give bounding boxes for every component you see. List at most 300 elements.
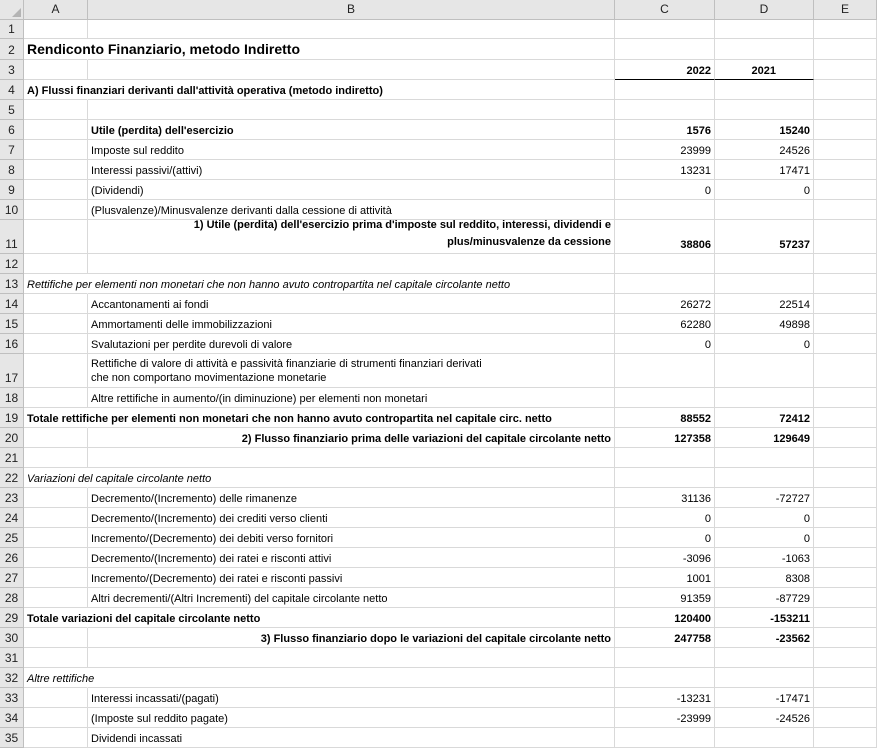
cell[interactable]: [24, 314, 88, 334]
value-2021: 0: [803, 533, 810, 545]
cell[interactable]: [24, 508, 88, 528]
row-11: [0, 220, 877, 254]
cell[interactable]: [715, 274, 814, 294]
cell[interactable]: [814, 274, 877, 294]
value-2022: 26272: [680, 299, 711, 311]
cell[interactable]: [814, 648, 877, 668]
row-16: [0, 334, 877, 354]
cell[interactable]: [814, 20, 877, 39]
cell[interactable]: [814, 528, 877, 548]
cell[interactable]: [615, 274, 715, 294]
cell[interactable]: [814, 200, 877, 220]
row-30: [0, 628, 877, 648]
value-2022: 120400: [674, 613, 711, 625]
cell[interactable]: [615, 568, 715, 588]
row-label: Incremento/(Decremento) dei ratei e risconti passivi: [91, 573, 343, 585]
row-label: Altri decrementi/(Altri Incrementi) del capitale circolante netto: [91, 593, 388, 605]
cell[interactable]: [24, 688, 88, 708]
row-label: Interessi passivi/(attivi): [91, 165, 203, 177]
cell[interactable]: [24, 220, 88, 254]
cell[interactable]: [615, 488, 715, 508]
row-14: [0, 294, 877, 314]
cell[interactable]: [615, 468, 715, 488]
cell[interactable]: [24, 608, 261, 628]
row-header[interactable]: 6: [0, 120, 24, 140]
cell[interactable]: [715, 334, 814, 354]
value-2022: 88552: [680, 413, 711, 425]
cell[interactable]: [615, 508, 715, 528]
cell[interactable]: [615, 334, 715, 354]
cell[interactable]: [715, 408, 814, 428]
subtotal-1-line-1: 1) Utile (perdita) dell'esercizio prima d'imposte sul reddito, interessi, dividendi e: [193, 219, 611, 231]
value-2021: -87729: [775, 593, 810, 605]
cell[interactable]: [814, 668, 877, 688]
total-label: Totale rettifiche per elementi non monetari che non hanno avuto contropartita nel capitale circ. netto: [27, 413, 552, 425]
cell[interactable]: [24, 294, 88, 314]
value-2021: 57237: [779, 239, 810, 251]
cell[interactable]: [715, 548, 814, 568]
section-heading: Variazioni del capitale circolante netto: [27, 473, 212, 485]
cell[interactable]: [814, 294, 877, 314]
value-2021: -1063: [781, 553, 810, 565]
cell[interactable]: [24, 548, 88, 568]
cell[interactable]: [814, 160, 877, 180]
cell[interactable]: [615, 448, 715, 468]
cell[interactable]: [814, 180, 877, 200]
row-8: [0, 160, 877, 180]
row-header[interactable]: 4: [0, 80, 24, 100]
subtotal-1-line-2: plus/minusvalenze da cessione: [447, 236, 611, 248]
cell[interactable]: [24, 200, 88, 220]
row-34: [0, 708, 877, 728]
cell[interactable]: [814, 688, 877, 708]
cell[interactable]: [24, 334, 88, 354]
row-3: [0, 60, 877, 80]
value-2022: -3096: [682, 553, 711, 565]
row-label: Imposte sul reddito: [91, 145, 184, 157]
row-label-line-1: Rettifiche di valore di attività e passività finanziarie di strumenti finanziari derivati: [91, 358, 482, 370]
row-header[interactable]: 35: [0, 728, 24, 748]
cell[interactable]: [88, 60, 615, 80]
cell[interactable]: [88, 254, 615, 274]
column-header-b[interactable]: B: [88, 0, 615, 20]
row-header[interactable]: 11: [0, 220, 24, 254]
value-2021: -24526: [775, 713, 810, 725]
row-31: [0, 648, 877, 668]
cell[interactable]: [24, 408, 552, 428]
cell[interactable]: [814, 708, 877, 728]
year-2021-header: 2021: [751, 65, 776, 77]
value-2022: 1001: [686, 573, 711, 585]
cell[interactable]: [88, 728, 615, 748]
cell[interactable]: [88, 688, 615, 708]
cell[interactable]: [715, 160, 814, 180]
row-5: [0, 100, 877, 120]
cell[interactable]: [814, 428, 877, 448]
row-label: Svalutazioni per perdite durevoli di valore: [91, 339, 293, 351]
cell[interactable]: [88, 648, 615, 668]
cell[interactable]: [715, 488, 814, 508]
cell[interactable]: [715, 708, 814, 728]
value-2022: 1576: [686, 125, 711, 137]
value-2022: 0: [704, 513, 711, 525]
row-header[interactable]: 9: [0, 180, 24, 200]
row-label: (Imposte sul reddito pagate): [91, 713, 228, 725]
row-header[interactable]: 18: [0, 388, 24, 408]
section-heading: Rettifiche per elementi non monetari che non hanno avuto contropartita nel capitale circolante netto: [27, 279, 511, 291]
row-label: Accantonamenti ai fondi: [91, 299, 209, 311]
cell[interactable]: [814, 608, 877, 628]
row-header[interactable]: 21: [0, 448, 24, 468]
cell[interactable]: [88, 294, 615, 314]
cell[interactable]: [88, 140, 615, 160]
row-15: [0, 314, 877, 334]
cell[interactable]: [88, 428, 615, 448]
cell[interactable]: [715, 254, 814, 274]
row-22: [0, 468, 877, 488]
value-2021: 0: [803, 513, 810, 525]
row-26: [0, 548, 877, 568]
value-2021: -17471: [775, 693, 810, 705]
cell[interactable]: [715, 628, 814, 648]
cell[interactable]: [615, 220, 715, 254]
cell[interactable]: [814, 468, 877, 488]
value-2021: 0: [803, 185, 810, 197]
cell[interactable]: [715, 728, 814, 748]
row-header[interactable]: 29: [0, 608, 24, 628]
cell[interactable]: [814, 448, 877, 468]
value-2021: 0: [803, 339, 810, 351]
cell[interactable]: [715, 388, 814, 408]
cell[interactable]: [615, 588, 715, 608]
cell[interactable]: [715, 140, 814, 160]
cell[interactable]: [814, 80, 877, 100]
cell[interactable]: [615, 668, 715, 688]
year-2022-header: 2022: [686, 65, 711, 77]
section-a-heading: A) Flussi finanziari derivanti dall'attività operativa (metodo indiretto): [27, 85, 383, 97]
cell[interactable]: [24, 648, 88, 668]
cell[interactable]: [715, 448, 814, 468]
value-2021: -72727: [775, 493, 810, 505]
cell[interactable]: [814, 140, 877, 160]
cell[interactable]: [715, 220, 814, 254]
cell[interactable]: [88, 354, 615, 388]
cell[interactable]: [814, 548, 877, 568]
row-13: [0, 274, 877, 294]
cell[interactable]: [615, 388, 715, 408]
row-24: [0, 508, 877, 528]
cell[interactable]: [24, 120, 88, 140]
total-label: Totale variazioni del capitale circolante netto: [27, 613, 261, 625]
value-2022: 127358: [674, 433, 711, 445]
row-header[interactable]: 3: [0, 60, 24, 80]
cell[interactable]: [814, 568, 877, 588]
cell[interactable]: [715, 668, 814, 688]
cell[interactable]: [88, 160, 615, 180]
subtotal-3-label: 3) Flusso finanziario dopo le variazioni del capitale circolante netto: [260, 633, 611, 645]
cell[interactable]: [24, 80, 383, 100]
cell[interactable]: [24, 180, 88, 200]
cell[interactable]: [814, 314, 877, 334]
cell[interactable]: [88, 314, 615, 334]
row-header[interactable]: 10: [0, 200, 24, 220]
cell[interactable]: [24, 428, 88, 448]
value-2022: 247758: [674, 633, 711, 645]
row-header[interactable]: 24: [0, 508, 24, 528]
row-label: Decremento/(Incremento) dei crediti verso clienti: [91, 513, 328, 525]
row-header[interactable]: 17: [0, 354, 24, 388]
cell[interactable]: [24, 528, 88, 548]
cell[interactable]: [615, 314, 715, 334]
cell[interactable]: [715, 200, 814, 220]
value-2021: 49898: [779, 319, 810, 331]
row-header[interactable]: 31: [0, 648, 24, 668]
cell[interactable]: [615, 200, 715, 220]
row-header[interactable]: 15: [0, 314, 24, 334]
value-2021: -23562: [775, 633, 810, 645]
value-2022: 38806: [680, 239, 711, 251]
cell[interactable]: [814, 728, 877, 748]
cell[interactable]: [814, 388, 877, 408]
cell[interactable]: [88, 100, 615, 120]
row-label: Altre rettifiche in aumento/(in diminuzione) per elementi non monetari: [91, 393, 428, 405]
cell[interactable]: [24, 728, 88, 748]
row-header[interactable]: 23: [0, 488, 24, 508]
cell[interactable]: [715, 508, 814, 528]
cell[interactable]: [88, 708, 615, 728]
cell[interactable]: [715, 428, 814, 448]
column-header-c[interactable]: C: [615, 0, 715, 20]
row-20: [0, 428, 877, 448]
cell[interactable]: [615, 140, 715, 160]
row-header[interactable]: 25: [0, 528, 24, 548]
cell[interactable]: [615, 628, 715, 648]
cell[interactable]: [715, 80, 814, 100]
cell[interactable]: [715, 20, 814, 39]
row-header[interactable]: 33: [0, 688, 24, 708]
cell[interactable]: [88, 120, 615, 140]
row-label: [91, 357, 482, 385]
cell[interactable]: [24, 568, 88, 588]
row-header[interactable]: 28: [0, 588, 24, 608]
cell[interactable]: [814, 354, 877, 388]
cell[interactable]: [24, 274, 511, 294]
row-header[interactable]: 22: [0, 468, 24, 488]
cell[interactable]: [615, 548, 715, 568]
value-2022: 0: [704, 533, 711, 545]
cell[interactable]: [715, 60, 814, 80]
value-2021: -153211: [770, 613, 810, 625]
row-header[interactable]: 26: [0, 548, 24, 568]
cell[interactable]: [24, 20, 88, 39]
cell[interactable]: [88, 20, 615, 39]
row-17: [0, 354, 877, 388]
row-header[interactable]: 16: [0, 334, 24, 354]
cell[interactable]: [615, 180, 715, 200]
cell[interactable]: [715, 568, 814, 588]
cell[interactable]: [88, 220, 615, 254]
cell[interactable]: [615, 60, 715, 80]
row-header[interactable]: 1: [0, 20, 24, 39]
cell-grid: [0, 20, 877, 748]
row-header[interactable]: 20: [0, 428, 24, 448]
column-header-bar: [0, 0, 877, 20]
cell[interactable]: [814, 508, 877, 528]
cell[interactable]: [814, 254, 877, 274]
cell[interactable]: [615, 80, 715, 100]
column-header-d[interactable]: D: [715, 0, 814, 20]
cell[interactable]: [24, 354, 88, 388]
cell[interactable]: [814, 334, 877, 354]
cell[interactable]: [615, 100, 715, 120]
row-35: [0, 728, 877, 748]
cell[interactable]: [615, 528, 715, 548]
row-27: [0, 568, 877, 588]
cell[interactable]: [615, 688, 715, 708]
row-7: [0, 140, 877, 160]
cell[interactable]: [715, 120, 814, 140]
cell[interactable]: [615, 354, 715, 388]
row-2: [0, 39, 877, 60]
row-19: [0, 408, 877, 428]
cell[interactable]: [88, 628, 615, 648]
cell[interactable]: [615, 608, 715, 628]
cell[interactable]: [88, 588, 615, 608]
row-header[interactable]: 14: [0, 294, 24, 314]
subtotal-2-label: 2) Flusso finanziario prima delle variazioni del capitale circolante netto: [241, 433, 611, 445]
cell[interactable]: [715, 608, 814, 628]
value-2021: 72412: [779, 413, 810, 425]
cell[interactable]: [88, 548, 615, 568]
row-header[interactable]: 32: [0, 668, 24, 688]
value-2021: 24526: [779, 145, 810, 157]
cell[interactable]: [715, 648, 814, 668]
row-9: [0, 180, 877, 200]
row-header[interactable]: 8: [0, 160, 24, 180]
row-label: Interessi incassati/(pagati): [91, 693, 219, 705]
value-2021: 15240: [779, 125, 810, 137]
cell[interactable]: [615, 160, 715, 180]
cell[interactable]: [24, 39, 300, 60]
cell[interactable]: [88, 334, 615, 354]
cell[interactable]: [715, 314, 814, 334]
cell[interactable]: [615, 728, 715, 748]
cell[interactable]: [814, 488, 877, 508]
cell[interactable]: [88, 180, 615, 200]
row-header[interactable]: 27: [0, 568, 24, 588]
section-heading: Altre rettifiche: [27, 673, 95, 685]
row-header[interactable]: 2: [0, 39, 24, 60]
cell[interactable]: [24, 488, 88, 508]
column-header-e[interactable]: E: [814, 0, 877, 20]
cell[interactable]: [24, 254, 88, 274]
cell[interactable]: [24, 588, 88, 608]
cell[interactable]: [88, 488, 615, 508]
cell[interactable]: [715, 39, 814, 60]
cell[interactable]: [24, 708, 88, 728]
cell[interactable]: [715, 468, 814, 488]
cell[interactable]: [615, 428, 715, 448]
value-2022: -23999: [676, 713, 711, 725]
cell[interactable]: [24, 628, 88, 648]
value-2022: 62280: [680, 319, 711, 331]
cell[interactable]: [615, 648, 715, 668]
cell[interactable]: [88, 448, 615, 468]
select-all-button[interactable]: [0, 0, 24, 20]
cell[interactable]: [814, 220, 877, 254]
value-2022: 0: [704, 185, 711, 197]
cell[interactable]: [88, 528, 615, 548]
cell[interactable]: [24, 140, 88, 160]
cell[interactable]: [715, 588, 814, 608]
row-header[interactable]: 19: [0, 408, 24, 428]
cell[interactable]: [24, 100, 88, 120]
cell[interactable]: [715, 528, 814, 548]
cell[interactable]: [615, 39, 715, 60]
cell[interactable]: [88, 388, 615, 408]
cell[interactable]: [814, 588, 877, 608]
cell[interactable]: [814, 39, 877, 60]
cell[interactable]: [814, 408, 877, 428]
cell[interactable]: [88, 568, 615, 588]
row-header[interactable]: 5: [0, 100, 24, 120]
value-2022: -13231: [676, 693, 711, 705]
cell[interactable]: [24, 668, 95, 688]
cell[interactable]: [715, 294, 814, 314]
cell[interactable]: [88, 668, 615, 688]
cell[interactable]: [615, 708, 715, 728]
row-label: Decremento/(Incremento) dei ratei e risconti attivi: [91, 553, 332, 565]
cell[interactable]: [715, 354, 814, 388]
cell[interactable]: [24, 448, 88, 468]
value-2021: 8308: [785, 573, 810, 585]
cell[interactable]: [615, 120, 715, 140]
row-header[interactable]: 7: [0, 140, 24, 160]
cell[interactable]: [615, 20, 715, 39]
row-28: [0, 588, 877, 608]
cell[interactable]: [88, 508, 615, 528]
cell[interactable]: [24, 468, 212, 488]
cell[interactable]: [715, 688, 814, 708]
cell[interactable]: [814, 60, 877, 80]
cell[interactable]: [615, 254, 715, 274]
row-label: Utile (perdita) dell'esercizio: [91, 125, 234, 137]
row-4: [0, 80, 877, 100]
row-header[interactable]: 30: [0, 628, 24, 648]
column-header-a[interactable]: A: [24, 0, 88, 20]
row-label-line-2: che non comportano movimentazione monetarie: [91, 372, 327, 384]
cell[interactable]: [24, 388, 88, 408]
row-header[interactable]: 12: [0, 254, 24, 274]
value-2022: 31136: [681, 493, 711, 505]
cell[interactable]: [814, 120, 877, 140]
cell[interactable]: [814, 628, 877, 648]
cell[interactable]: [24, 160, 88, 180]
cell[interactable]: [715, 180, 814, 200]
cell[interactable]: [24, 60, 88, 80]
value-2022: 13231: [680, 165, 711, 177]
cell[interactable]: [814, 100, 877, 120]
cell[interactable]: [615, 408, 715, 428]
row-header[interactable]: 34: [0, 708, 24, 728]
row-33: [0, 688, 877, 708]
row-header[interactable]: 13: [0, 274, 24, 294]
value-2021: 129649: [773, 433, 810, 445]
cell[interactable]: [615, 294, 715, 314]
row-18: [0, 388, 877, 408]
row-label: Ammortamenti delle immobilizzazioni: [91, 319, 272, 331]
cell[interactable]: [715, 100, 814, 120]
